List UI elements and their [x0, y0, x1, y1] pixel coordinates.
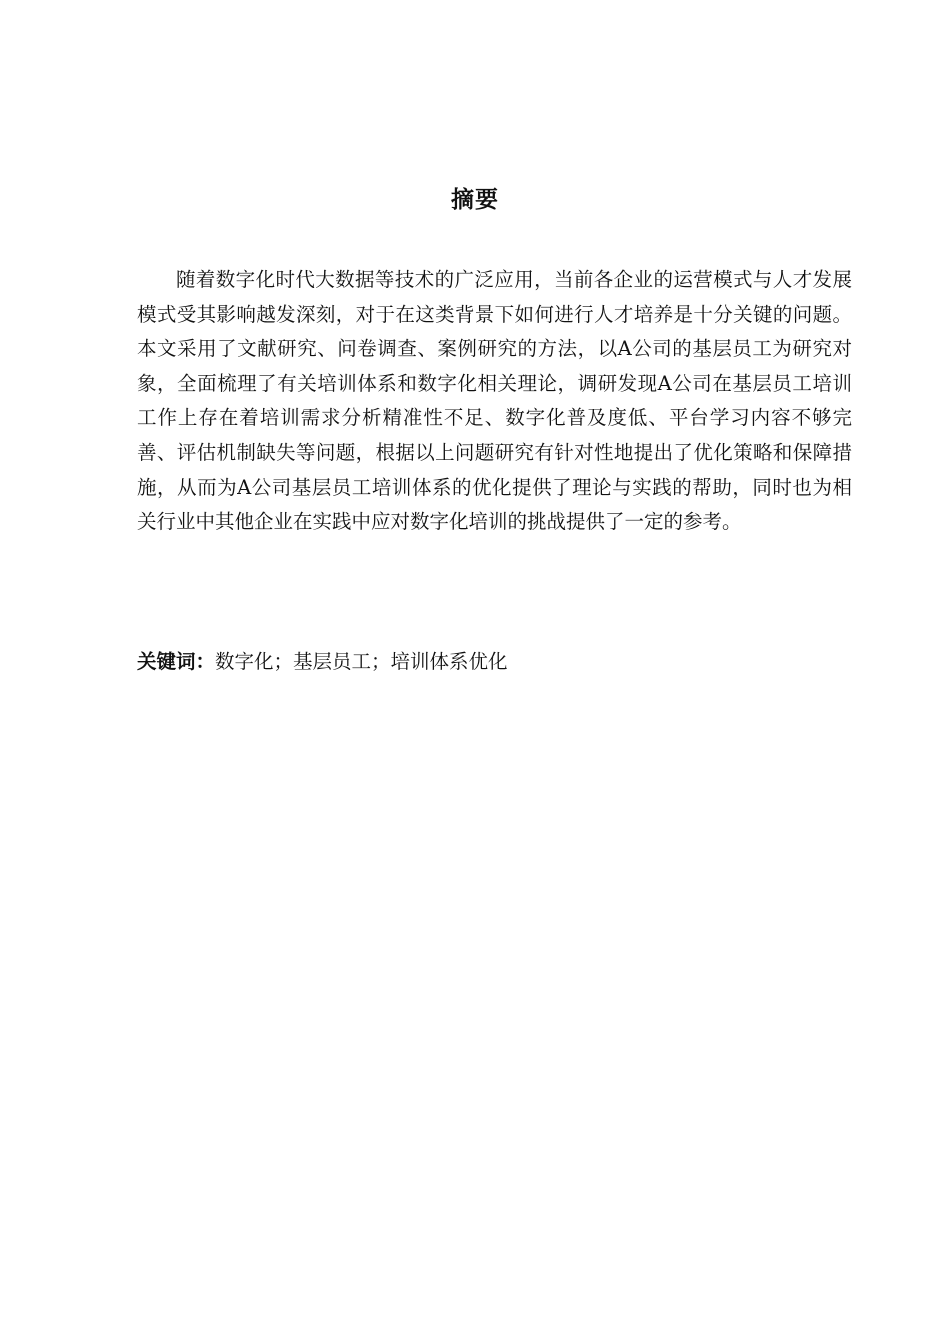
keywords-text: 数字化；基层员工；培训体系优化 — [215, 650, 508, 673]
abstract-paragraph: 随着数字化时代大数据等技术的广泛应用，当前各企业的运营模式与人才发展模式受其影响越发深刻，对于在这类背景下如何进行人才培养是十分关键的问题。本文采用了文献研究、问卷调查、案例研究的方法，以A公司的基层员工为研究对象，全面梳理了有关培训体系和数字化相关理论，调研发现A公司在基层员工培训工作上存在着培训需求分析精准性不足、数字化普及度低、平台学习内容不够完善、评估机制缺失等问题，根据以上问题研究有针对性地提出了优化策略和保障措施，从而为A公司基层员工培训体系的优化提供了理论与实践的帮助，同时也为相关行业中其他企业在实践中应对数字化培训的挑战提供了一定的参考。 — [137, 268, 852, 534]
abstract-title: 摘要 — [451, 187, 499, 213]
keywords-label: 关键词： — [137, 650, 216, 673]
keywords-line — [137, 645, 852, 679]
